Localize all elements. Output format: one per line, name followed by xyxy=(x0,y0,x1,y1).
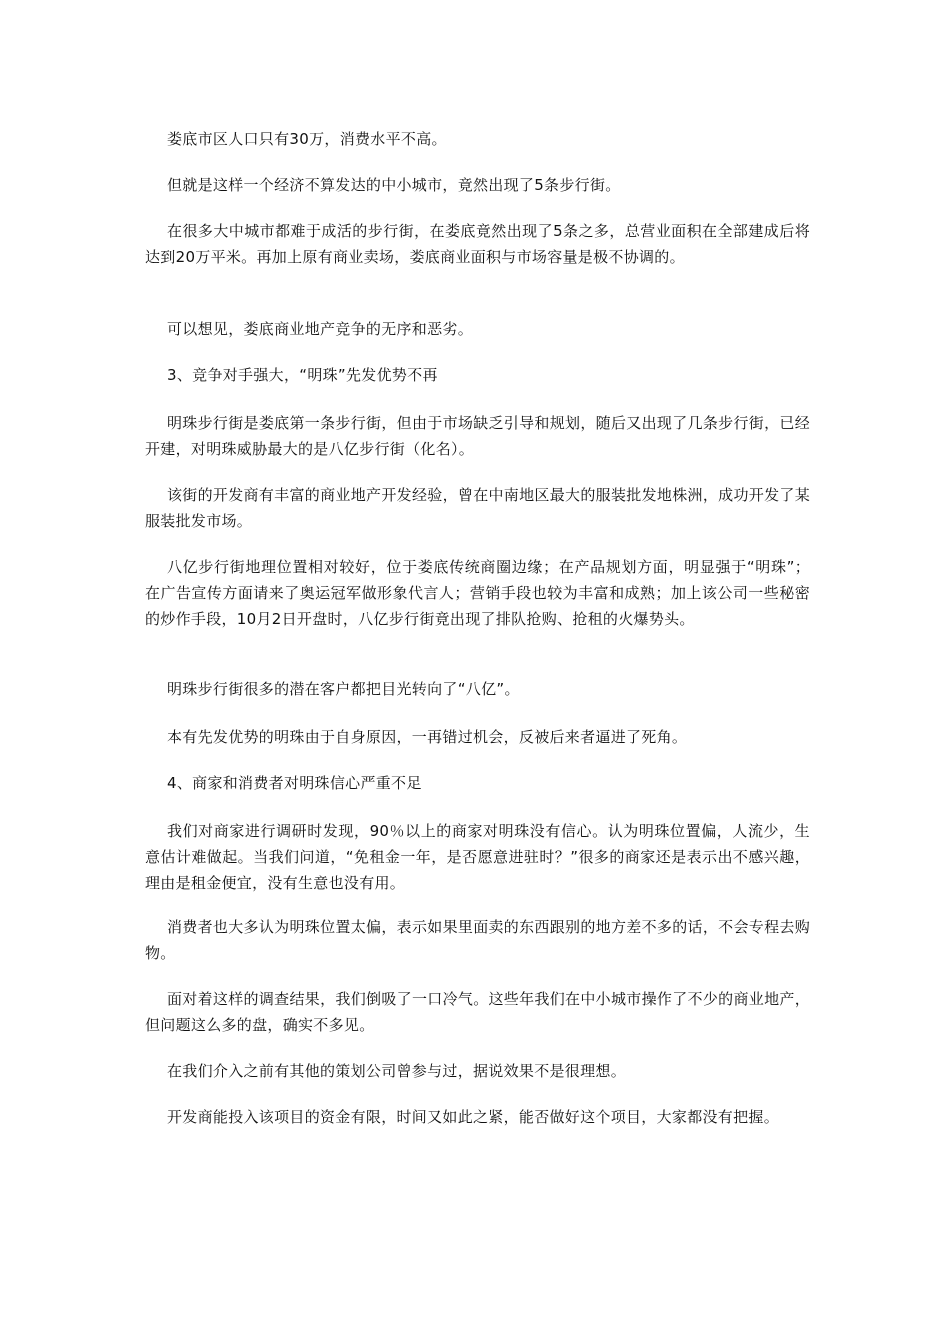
paragraph-12: 面对着这样的调查结果，我们倒吸了一口冷气。这些年我们在中小城市操作了不少的商业地产，但问题这么多的盘，确实不多见。 xyxy=(145,990,810,1034)
section-heading-3: 3、竞争对手强大，“明珠”先发优势不再 xyxy=(167,366,438,384)
paragraph-3: 在很多大中城市都难于成活的步行街，在娄底竟然出现了5条之多，总营业面积在全部建成后将达到20万平米。再加上原有商业卖场，娄底商业面积与市场容量是极不协调的。 xyxy=(145,222,810,266)
paragraph-11: 消费者也大多认为明珠位置太偏，表示如果里面卖的东西跟别的地方差不多的话，不会专程去购物。 xyxy=(145,918,810,962)
paragraph-8: 明珠步行街很多的潜在客户都把目光转向了“八亿”。 xyxy=(167,680,520,698)
paragraph-14: 开发商能投入该项目的资金有限，时间又如此之紧，能否做好这个项目，大家都没有把握。 xyxy=(167,1108,780,1126)
paragraph-9: 本有先发优势的明珠由于自身原因，一再错过机会，反被后来者逼进了死角。 xyxy=(167,728,688,746)
paragraph-1: 娄底市区人口只有30万，消费水平不高。 xyxy=(167,130,447,148)
paragraph-10: 我们对商家进行调研时发现，90％以上的商家对明珠没有信心。认为明珠位置偏，人流少，生意估计难做起。当我们问道，“免租金一年，是否愿意进驻时？”很多的商家还是表示出不感兴趣，理由是租金便宜，没有生意也没有用。 xyxy=(145,822,810,892)
paragraph-7: 八亿步行街地理位置相对较好，位于娄底传统商圈边缘；在产品规划方面，明显强于“明珠”；在广告宣传方面请来了奥运冠军做形象代言人；营销手段也较为丰富和成熟；加上该公司一些秘密的炒作手段，10月2日开盘时，八亿步行街竟出现了排队抢购、抢租的火爆势头。 xyxy=(145,558,810,628)
paragraph-4: 可以想见，娄底商业地产竞争的无序和恶劣。 xyxy=(167,320,474,338)
section-heading-4: 4、商家和消费者对明珠信心严重不足 xyxy=(167,774,422,792)
paragraph-13: 在我们介入之前有其他的策划公司曾参与过，据说效果不是很理想。 xyxy=(167,1062,627,1080)
paragraph-6: 该街的开发商有丰富的商业地产开发经验，曾在中南地区最大的服装批发地株洲，成功开发了某服装批发市场。 xyxy=(145,486,810,530)
paragraph-2: 但就是这样一个经济不算发达的中小城市，竟然出现了5条步行街。 xyxy=(167,176,621,194)
paragraph-5: 明珠步行街是娄底第一条步行街，但由于市场缺乏引导和规划，随后又出现了几条步行街，已经开建，对明珠威胁最大的是八亿步行街（化名）。 xyxy=(145,414,810,458)
